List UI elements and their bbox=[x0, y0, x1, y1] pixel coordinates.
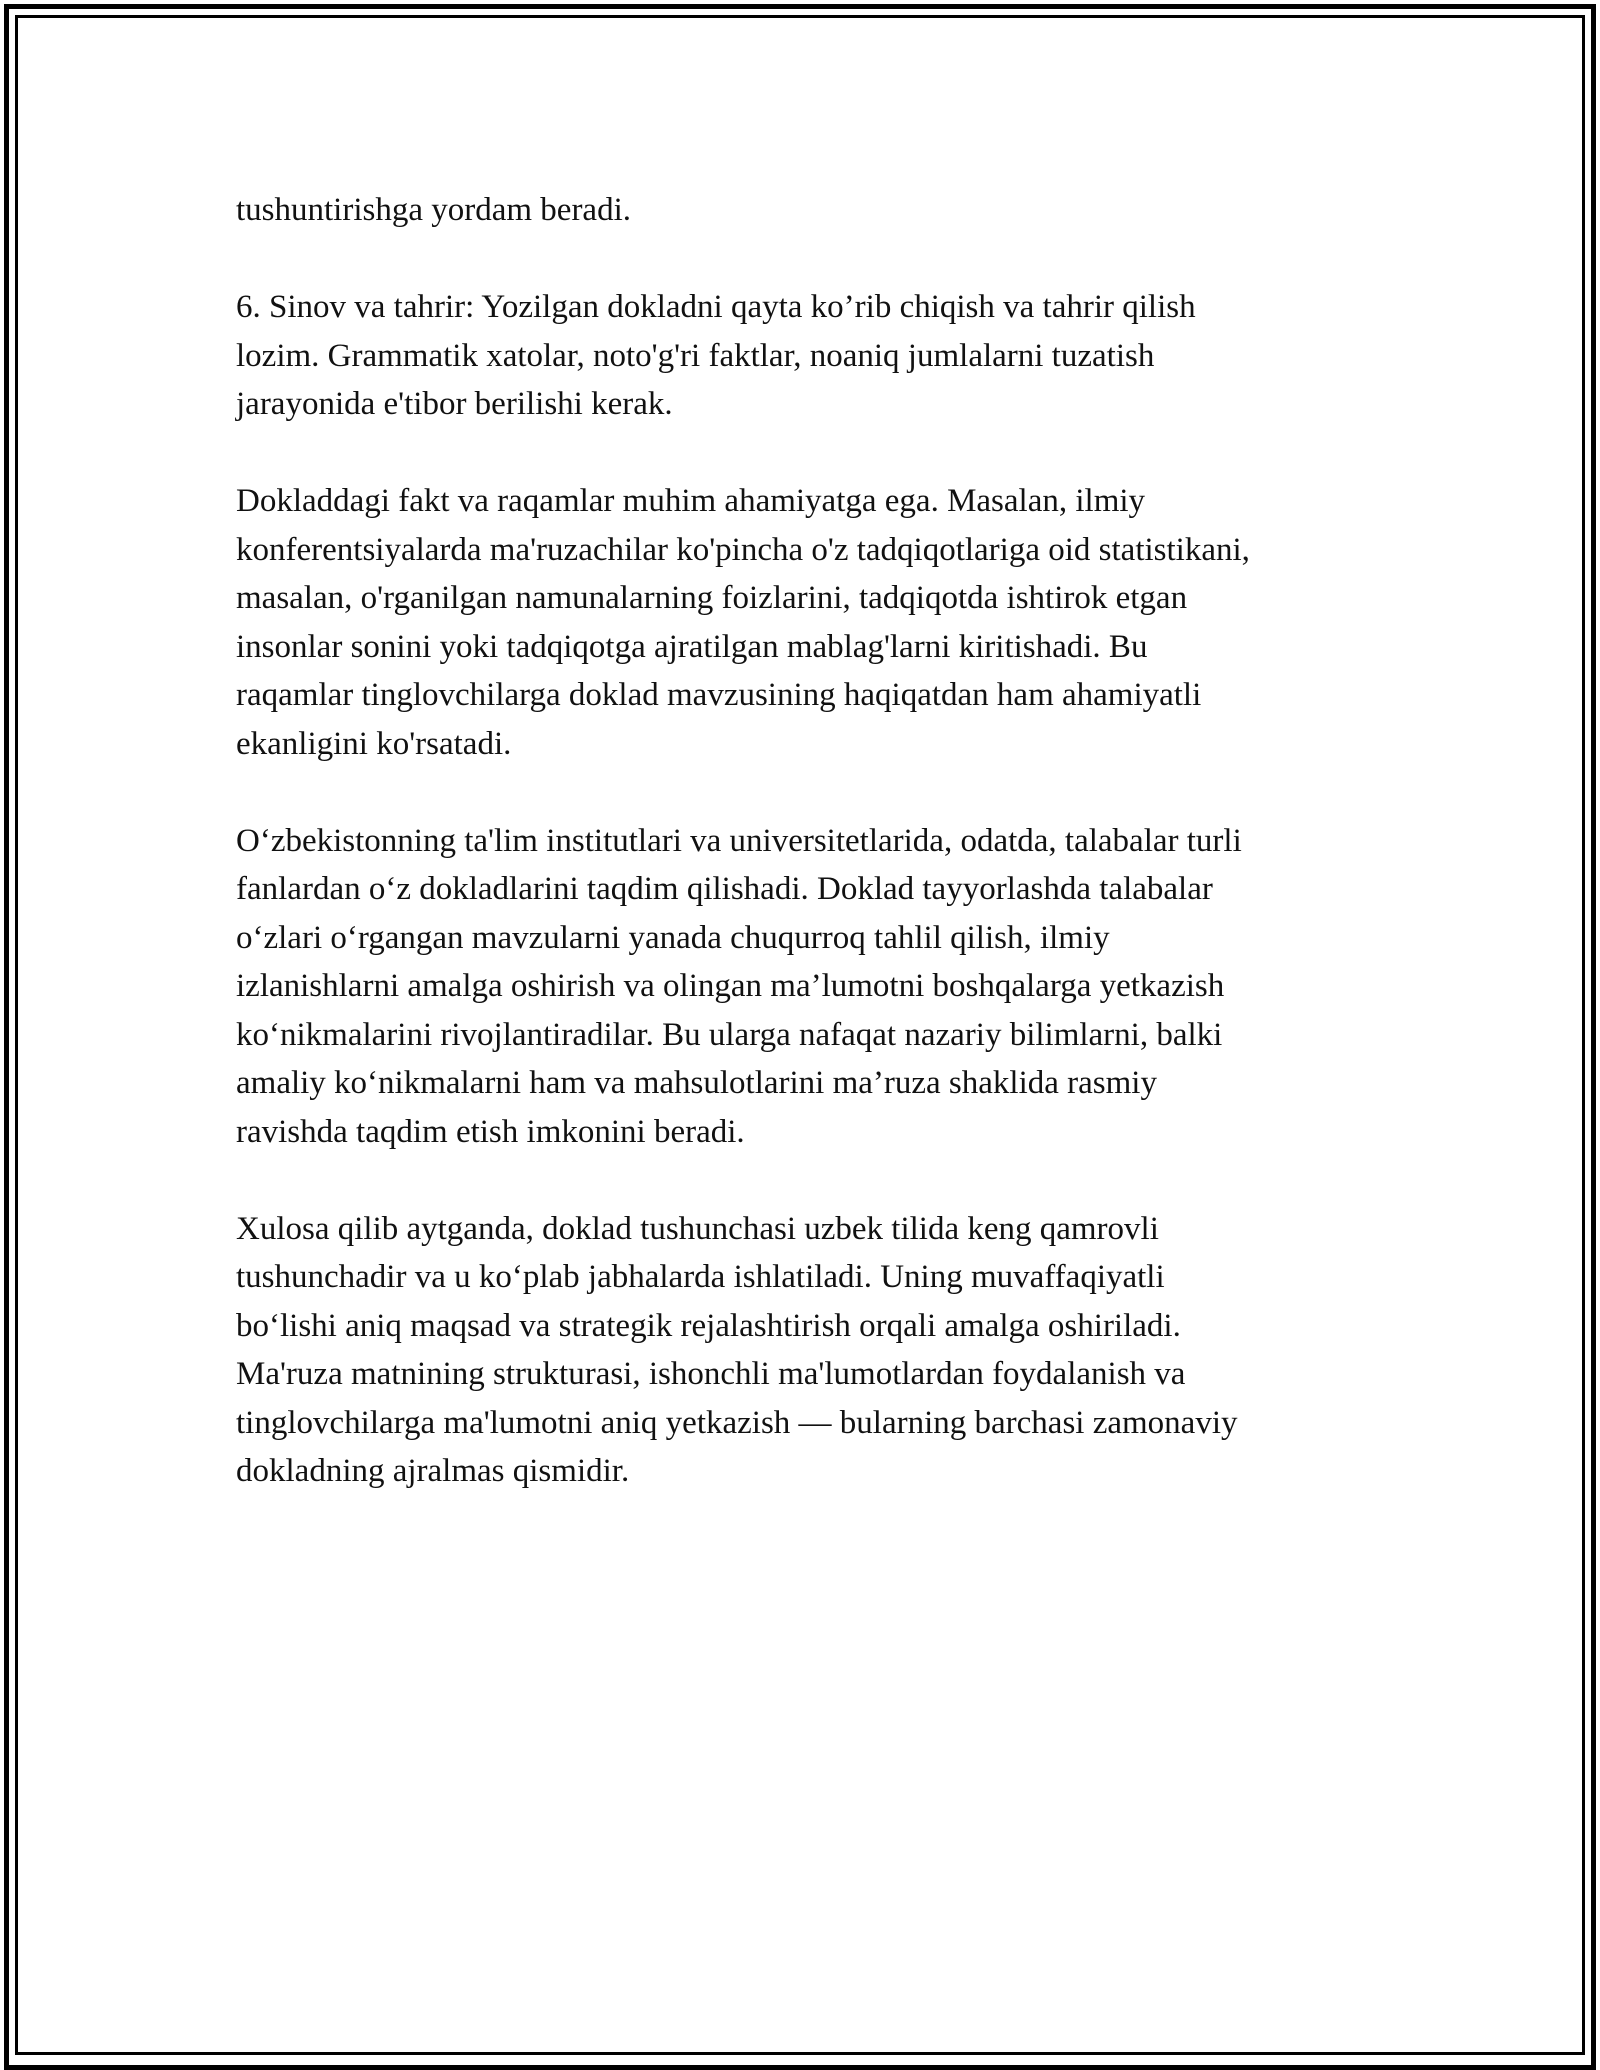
document-body bbox=[236, 186, 1366, 1544]
paragraph-conclusion: Xulosa qilib aytganda, doklad tushunchasi uzbek tilida keng qamrovli tushunchadir va u ko‘plab jabhalarda ishlatiladi. Uning muvaffaqiyatli bo‘lishi aniq maqsad va strategik rejalashtirish orqali amalga oshiriladi. Ma'ruza matnining strukturasi, ishonchli ma'lumotlardan foydalanish va tinglovchilarga ma'lumotni aniq yetkazish — bularning barchasi zamonaviy dokladning ajralmas qismidir. bbox=[236, 1210, 1238, 1489]
paragraph-testing-editing: 6. Sinov va tahrir: Yozilgan dokladni qayta ko’rib chiqish va tahrir qilish lozim. Grammatik xatolar, noto'g'ri faktlar, noaniq jumlalarni tuzatish jarayonida e'tibor berilishi kerak. bbox=[236, 289, 1196, 422]
paragraph-uzbekistan-education: O‘zbekistonning ta'lim institutlari va universitetlarida, odatda, talabalar turli fanlardan o‘z dokladlarini taqdim qilishadi. Doklad tayyorlashda talabalar o‘zlari o‘rgangan mavzularni yanada chuqurroq tahlil qilish, ilmiy izlanishlarni amalga oshirish va olingan ma’lumotni boshqalarga yetkazish ko‘nikmalarini rivojlantiradilar. Bu ularga nafaqat nazariy bilimlarni, balki amaliy ko‘nikmalarni ham va mahsulotlarini ma’ruza shaklida rasmiy ravishda taqdim etish imkonini beradi. bbox=[236, 822, 1242, 1150]
paragraph-continuation: tushuntirishga yordam beradi. bbox=[236, 192, 632, 228]
paragraph-facts-figures: Dokladdagi fakt va raqamlar muhim ahamiyatga ega. Masalan, ilmiy konferentsiyalarda ma'ruzachilar ko'pincha o'z tadqiqotlariga oid statistikani, masalan, o'rganilgan namunalarning foizlarini, tadqiqotda ishtirok etgan insonlar sonini yoki tadqiqotga ajratilgan mablag'larni kiritishadi. Bu raqamlar tinglovchilarga doklad mavzusining haqiqatdan ham ahamiyatli ekanligini ko'rsatadi. bbox=[236, 483, 1250, 762]
